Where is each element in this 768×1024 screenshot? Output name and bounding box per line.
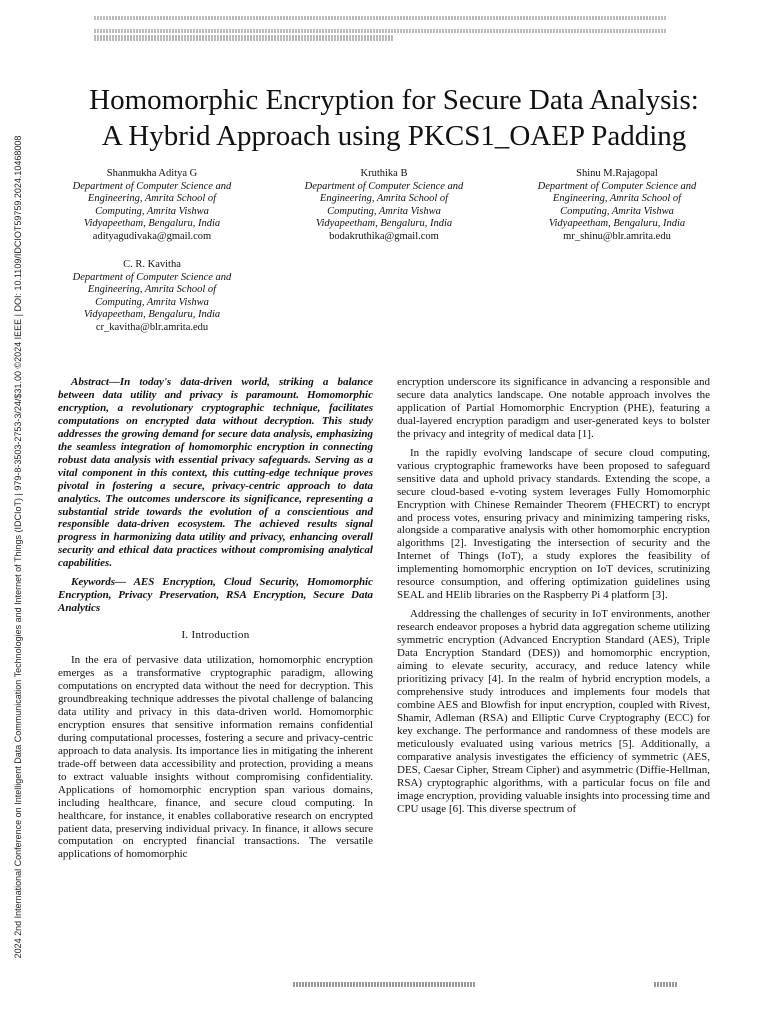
header-conference-note-line2 (94, 35, 394, 41)
side-doi-text: 2024 2nd International Conference on Intelligent Data Communication Technologies and Internet of Things (IDCIoT) | 979-8-3503-2753-3/24/$31.00 ©2024 IEEE | DOI: 10.1109/IDCIOT59759.2024.10468008 (13, 135, 23, 959)
body-paragraph: encryption underscore its significance in advancing a responsible and secure data analytics landscape. One notable approach involves the application of Partial Homomorphic Encryption (PHE), featuring a dual-layered encryption paradigm and user-generated keys to bolster the privacy and integrity of medical data [1]. (397, 376, 710, 440)
author-affiliation: Department of Computer Science and (304, 180, 464, 192)
author-block (294, 168, 474, 243)
page-number (654, 982, 678, 987)
author-affiliation: Computing, Amrita Vishwa (560, 205, 674, 217)
section-heading: I. Introduction (181, 629, 250, 642)
author-affiliation: Computing, Amrita Vishwa (95, 296, 209, 308)
paper-title-line2: A Hybrid Approach using PKCS1_OAEP Padding (101, 120, 687, 152)
author-affiliation: Vidyapeetham, Bengaluru, India (83, 309, 221, 320)
author-affiliation: Computing, Amrita Vishwa (95, 205, 209, 217)
abstract-label: Abstract— (71, 376, 120, 388)
left-column (58, 376, 373, 867)
author-email: cr_kavitha@blr.amrita.edu (95, 321, 209, 333)
author-affiliation: Department of Computer Science and (72, 180, 232, 192)
author-email: mr_shinu@blr.amrita.edu (563, 230, 671, 242)
author-affiliation: Engineering, Amrita School of (319, 193, 449, 204)
header-conference-note (94, 16, 666, 46)
author-affiliation: Vidyapeetham, Bengaluru, India (315, 218, 453, 229)
author-affiliation: Engineering, Amrita School of (87, 193, 217, 204)
paper-title (40, 82, 748, 154)
right-column (397, 376, 710, 821)
author-affiliation: Engineering, Amrita School of (87, 284, 217, 295)
keywords-label: Keywords— (71, 576, 134, 589)
author-affiliation: Vidyapeetham, Bengaluru, India (548, 218, 686, 229)
author-name: Kruthika B (360, 168, 408, 179)
author-affiliation: Department of Computer Science and (537, 180, 697, 192)
author-name: C. R. Kavitha (123, 259, 181, 270)
author-affiliation: Vidyapeetham, Bengaluru, India (83, 218, 221, 229)
author-block (62, 259, 242, 334)
author-name: Shanmukha Aditya G (106, 168, 198, 179)
author-name: Shinu M.Rajagopal (576, 168, 658, 179)
paper-title-line1: Homomorphic Encryption for Secure Data Analysis: (89, 84, 699, 116)
author-affiliation: Computing, Amrita Vishwa (327, 205, 441, 217)
author-block (62, 168, 242, 243)
body-paragraph: Addressing the challenges of security in IoT environments, another research endeavor proposes a hybrid data aggregation scheme utilizing symmetric encryption (Advanced Encryption Standard (AES), Triple Data Encryption Standard (DES)) and homomorphic encryption, aiming to elevate security, accuracy, and reduce latency while prioritizing privacy [4]. In the realm of hybrid encryption models, a comprehensive study introduces and implements four models that combine AES and Blowfish for input encryption, coupled with Rivest, Shamir, Adleman (RSA) and Elliptic Curve Cryptography (ECC) for key exchange. The performance and randomness of these models are meticulously evaluated using various metrics [5]. Additionally, a comparative analysis investigates the efficiency of symmetric (AES, DES, Caesar Cipher, Stream Cipher) and asymmetric (Diffie-Hellman, RSA) cryptographic algorithms, with a particular focus on file and image encryption, providing valuable insights into processing time and CPU usage [6]. This diverse spectrum of (397, 608, 710, 815)
author-affiliation: Engineering, Amrita School of (552, 193, 682, 204)
body-paragraph: In the rapidly evolving landscape of secure cloud computing, various cryptographic frameworks have been proposed to safeguard sensitive data and uphold privacy standards. Extending the scope, a secure cloud-based e-voting system leverages Fully Homomorphic Encryption with Chinese Remainder Theorem (FHECRT) to encrypt and process votes, ensuring privacy and minimizing tampering risks, alongside a comparative analysis with other homomorphic encryption algorithms [2]. Investigating the intersection of security and the Internet of Things (IoT), a study explores the feasibility of implementing homomorphic encryption on IoT devices, scrutinizing resource consumption, and offering optimization guidelines using SEAL and HElib libraries on the Raspberry Pi 4 platform [3]. (397, 446, 710, 602)
author-email: adityagudivaka@gmail.com (92, 230, 212, 242)
author-block (527, 168, 707, 243)
keywords-text: AES Encryption, Cloud Security, Homomorphic Encryption, Privacy Preservation, RSA Encryption, Secure Data Analytics (58, 576, 373, 615)
abstract (58, 376, 373, 570)
author-affiliation: Department of Computer Science and (72, 271, 232, 283)
footer-identifier (293, 982, 475, 987)
intro-paragraph: In the era of pervasive data utilization, homomorphic encryption emerges as a transformative cryptographic paradigm, allowing computations on encrypted data without the need for decryption. This groundbreaking technique addresses the pivotal challenge of balancing data utility and privacy in this data-driven world. Homomorphic encryption ensures that sensitive information remains confidential during computational processes, fostering a secure and privacy-centric approach to data analysis. Its importance lies in mitigating the inherent trade-off between data accessibility and protection, providing a means to extract valuable insights without compromising confidentiality. Applications of homomorphic encryption span various domains, including healthcare, finance, and secure cloud computing. In healthcare, for instance, it enables collaborative research on encrypted patient data, preserving individual privacy. In finance, it allows secure computation on encrypted financial transactions. The versatile applications of homomorphic (58, 654, 373, 861)
author-email: bodakruthika@gmail.com (329, 230, 439, 242)
abstract-text: In today's data-driven world, striking a balance between data utility and privacy is paramount. Homomorphic encryption, a revolutionary cryptographic technique, facilitates computations on encrypted data without decryption. This study addresses the growing demand for secure data analysis, emphasizing the seamless integration of homomorphic encryption in connecting robust data analysis with essential privacy safeguards. Serving as a vital component in this context, this cutting-edge technique proves pivotal in fostering a secure, privacy-centric approach to data analytics. The outcomes underscore its significance, representing a substantial stride towards the evolution of a conscientious and responsible data-driven ecosystem. The achieved results signal progress in harmonizing data utility and privacy, enhancing overall security and ethical data practices without compromising analytical capabilities. (58, 376, 373, 570)
keywords (58, 576, 373, 615)
